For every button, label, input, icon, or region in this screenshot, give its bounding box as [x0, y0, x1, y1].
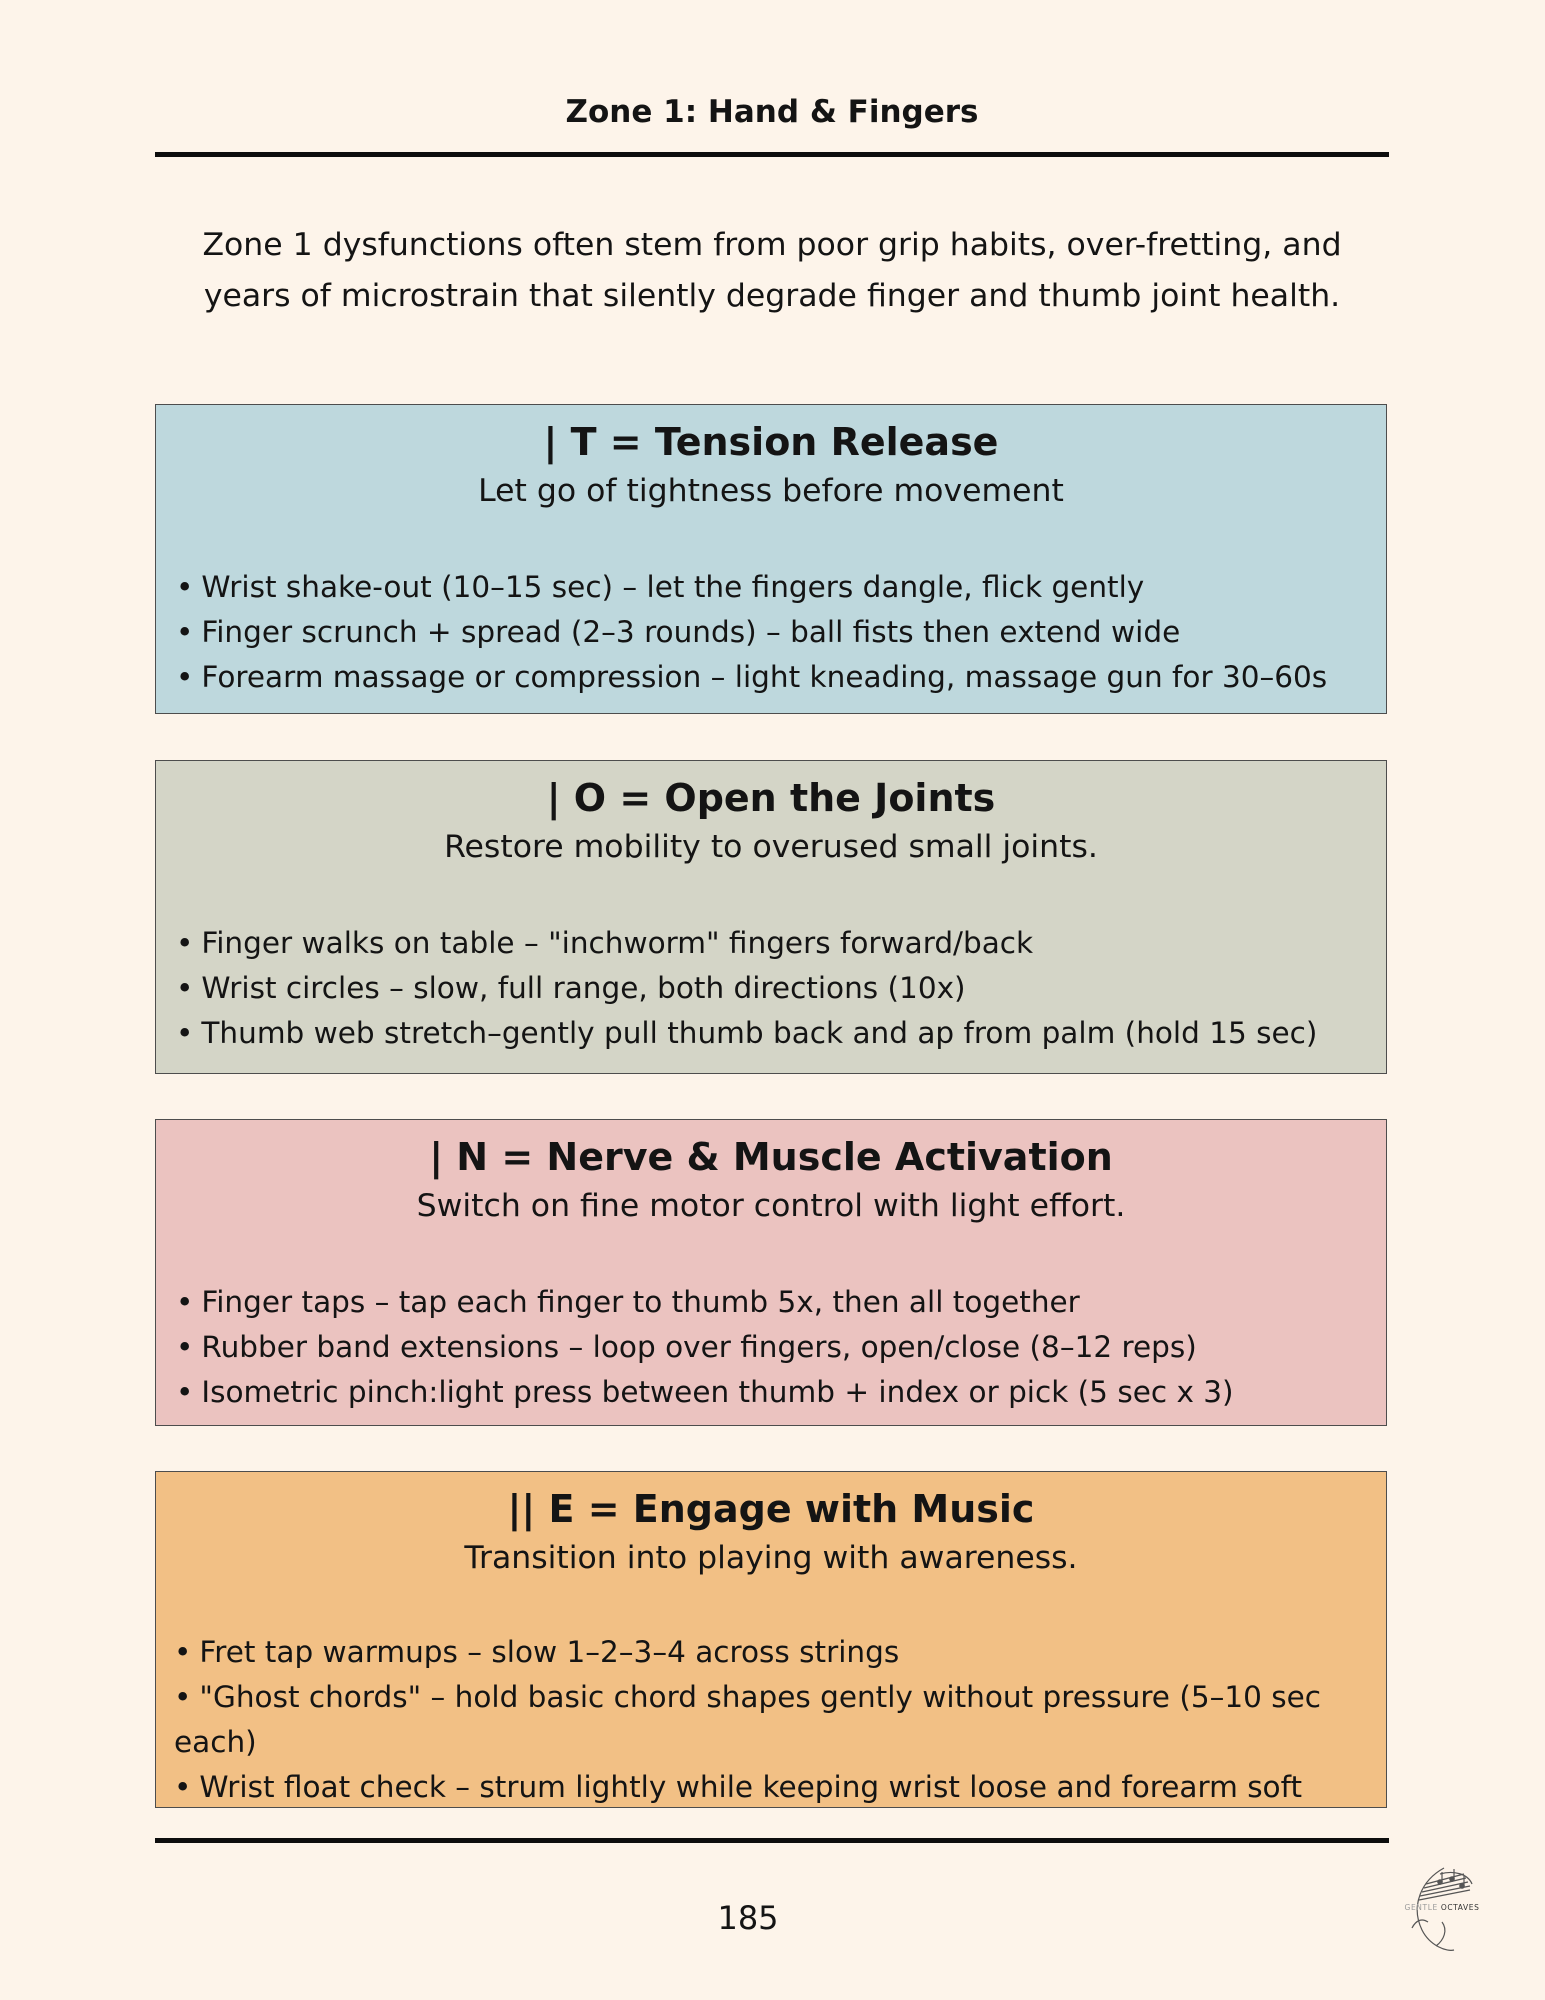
- list-item: [176, 655, 1374, 700]
- list-item: [176, 1370, 1374, 1415]
- list-item-text: Finger taps – tap each finger to thumb 5x, then all together: [201, 1285, 1080, 1319]
- bullet-list: [176, 921, 1374, 1056]
- section-subtitle: Let go of tightness before movement: [478, 473, 1064, 509]
- top-divider: [155, 152, 1389, 157]
- bullet-icon: •: [176, 570, 194, 604]
- list-item-text: Forearm massage or compression – light kneading, massage gun for 30–60s: [201, 660, 1328, 694]
- section-subtitle: Restore mobility to overused small joints.: [444, 829, 1098, 865]
- bullet-icon: •: [174, 1635, 192, 1669]
- tension-release-section: [155, 404, 1387, 714]
- bullet-icon: •: [176, 1285, 194, 1319]
- intro-line: Zone 1 dysfunctions often stem from poor grip habits, over-fretting, and: [202, 227, 1342, 263]
- section-title: | N = Nerve & Muscle Activation: [429, 1135, 1113, 1179]
- list-item-text: Thumb web stretch–gently pull thumb back and ap from palm (hold 15 sec): [201, 1016, 1318, 1050]
- list-item-text: Wrist circles – slow, full range, both directions (10x): [201, 971, 966, 1005]
- page-number: 185: [717, 1899, 779, 1937]
- section-subtitle: Switch on fine motor control with light effort.: [416, 1188, 1126, 1224]
- list-item: [174, 1765, 1374, 1810]
- list-item-text: Rubber band extensions – loop over fingers, open/close (8–12 reps): [201, 1330, 1197, 1364]
- list-item-text: Isometric pinch:light press between thumb + index or pick (5 sec x 3): [201, 1375, 1234, 1409]
- open-joints-section: [155, 760, 1387, 1074]
- section-subtitle: Transition into playing with awareness.: [464, 1540, 1078, 1576]
- bullet-list: [176, 1280, 1374, 1415]
- bullet-icon: •: [176, 615, 194, 649]
- bullet-icon: •: [176, 926, 194, 960]
- intro-paragraph: [155, 220, 1389, 322]
- bullet-icon: •: [176, 660, 194, 694]
- bullet-icon: •: [174, 1680, 192, 1714]
- section-title: || E = Engage with Music: [507, 1487, 1035, 1531]
- list-item-text: Wrist shake-out (10–15 sec) – let the fingers dangle, flick gently: [201, 570, 1145, 604]
- section-title: | O = Open the Joints: [546, 776, 996, 820]
- bullet-list: [174, 1630, 1374, 1810]
- bullet-icon: •: [176, 971, 194, 1005]
- list-item: [176, 1325, 1374, 1370]
- list-item-text: Wrist float check – strum lightly while keeping wrist loose and forearm soft: [199, 1770, 1303, 1804]
- bullet-icon: •: [174, 1770, 192, 1804]
- nerve-activation-section: [155, 1119, 1387, 1426]
- list-item-text: Fret tap warmups – slow 1–2–3–4 across strings: [199, 1635, 900, 1669]
- bullet-icon: •: [176, 1330, 194, 1364]
- page-title: Zone 1: Hand & Fingers: [565, 94, 979, 130]
- bullet-list: [176, 565, 1374, 700]
- list-item: [176, 1011, 1374, 1056]
- intro-line: years of microstrain that silently degrade finger and thumb joint health.: [203, 278, 1341, 314]
- list-item-text: Finger scrunch + spread (2–3 rounds) – ball fists then extend wide: [201, 615, 1181, 649]
- list-item: [176, 1280, 1374, 1325]
- list-item: [176, 565, 1374, 610]
- list-item: [176, 610, 1374, 655]
- logo-text-octaves: OCTAVES: [1440, 1903, 1480, 1912]
- list-item: [176, 921, 1374, 966]
- engage-music-section: [155, 1471, 1387, 1808]
- list-item-text: "Ghost chords" – hold basic chord shapes gently without pressure (5–10 sec each): [174, 1680, 1322, 1759]
- gentle-octaves-logo: [1392, 1860, 1492, 1960]
- section-title: | T = Tension Release: [543, 420, 999, 464]
- list-item: [174, 1675, 1374, 1765]
- svg-text:GENTLEOCTAVES: [1405, 1903, 1480, 1912]
- list-item: [174, 1630, 1374, 1675]
- list-item-text: Finger walks on table – "inchworm" fingers forward/back: [201, 926, 1034, 960]
- bullet-icon: •: [176, 1375, 194, 1409]
- bottom-divider: [155, 1838, 1389, 1843]
- logo-text-gentle: GENTLE: [1404, 1903, 1438, 1912]
- list-item: [176, 966, 1374, 1011]
- bullet-icon: •: [176, 1016, 194, 1050]
